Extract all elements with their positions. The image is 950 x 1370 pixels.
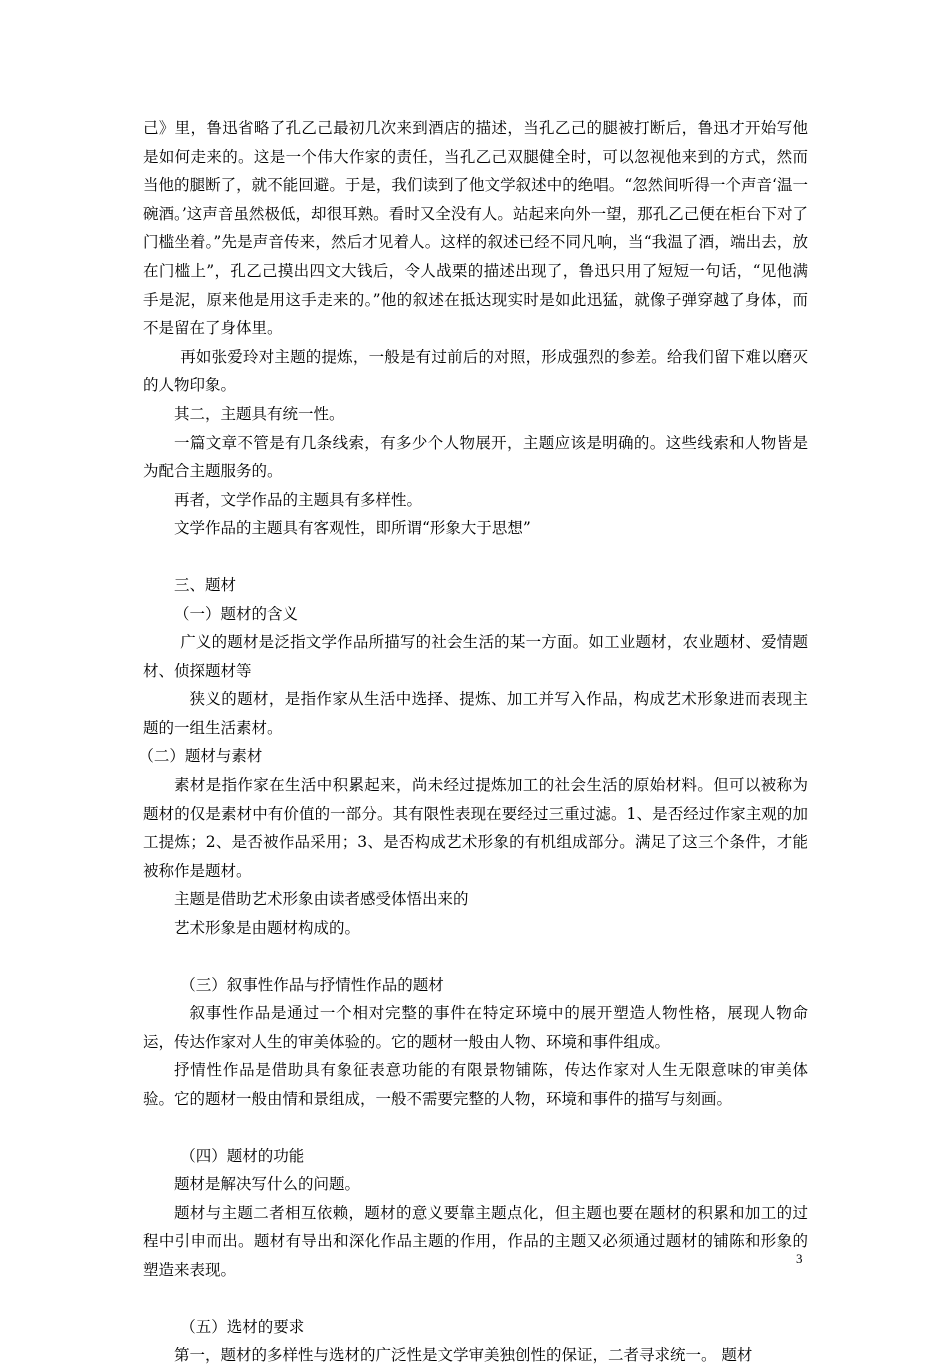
paragraph-what-to-write: 题材是解决写什么的问题。 [174, 1175, 361, 1194]
subheading-meaning: （一）题材的含义 [174, 604, 299, 623]
subheading-material: （二）题材与素材 [138, 747, 263, 766]
paragraph-narrow-sense: 狭义的题材，是指作家从生活中选择、提炼、加工并写入作品，构成艺术形象进而表现主题的一组生活素材。 [143, 690, 808, 737]
paragraph-diversity: 再者，文学作品的主题具有多样性。 [174, 490, 423, 509]
subheading-narrative-lyric: （三）叙事性作品与抒情性作品的题材 [180, 975, 444, 994]
subheading-selection: （五）选材的要求 [180, 1317, 305, 1336]
blank-line [143, 543, 808, 571]
subheading-function: （四）题材的功能 [180, 1146, 305, 1165]
paragraph-material-definition: 素材是指作家在生活中积累起来，尚未经过提炼加工的社会生活的原始材料。但可以被称为题材的仅是素材中有价值的一部分。其有限性表现在要经过三重过滤。1、是否经过作家主观的加工提炼；2、是否被作品采用；3、是否构成艺术形象的有机组成部分。满足了这三个条件，才能被称作是题材。 [143, 776, 808, 880]
paragraph-kongyiji: 己》里，鲁迅省略了孔乙己最初几次来到酒店的描述，当孔乙己的腿被打断后，鲁迅才开始写他是如何走来的。这是一个伟大作家的责任，当孔乙己双腿健全时，可以忽视他来到的方式，然而当他的腿断了，就不能回避。于是，我们读到了他文学叙述中的绝唱。“忽然间听得一个声音‘温一碗酒。’这声音虽然极低，却很耳熟。看时又全没有人。站起来向外一望，那孔乙己便在柜台下对了门槛坐着。”先是声音传来，然后才见着人。这样的叙述已经不同凡响，当“我温了酒，端出去，放在门槛上”，孔乙己摸出四文大钱后，令人战栗的描述出现了，鲁迅只用了短短一句话，“见他满手是泥，原来他是用这手走来的。”他的叙述在抵达现实时是如此迅猛，就像子弹穿越了身体，而不是留在了身体里。 [143, 119, 808, 338]
paragraph-broad-sense: 广义的题材是泛指文学作品所描写的社会生活的某一方面。如工业题材，农业题材、爱情题材、侦探题材等 [143, 633, 808, 680]
paragraph-interdependence: 题材与主题二者相互依赖，题材的意义要靠主题点化，但主题也要在题材的积累和加工的过程中引申而出。题材有导出和深化作品主题的作用，作品的主题又必须通过题材的铺陈和形象的塑造来表现。 [143, 1203, 808, 1279]
paragraph-lyric: 抒情性作品是借助具有象征表意功能的有限景物铺陈，传达作家对人生无限意味的审美体验。它的题材一般由情和景组成，一般不需要完整的人物，环境和事件的描写与刻画。 [143, 1061, 808, 1108]
paragraph-clear-theme: 一篇文章不管是有几条线索，有多少个人物展开，主题应该是明确的。这些线索和人物皆是为配合主题服务的。 [143, 433, 808, 481]
blank-line [143, 1114, 808, 1142]
blank-line [143, 943, 808, 971]
section-heading-subject-matter: 三、题材 [174, 575, 237, 594]
paragraph-art-image: 艺术形象是由题材构成的。 [174, 919, 361, 938]
paragraph-first-requirement: 第一，题材的多样性与选材的广泛性是文学审美独创性的保证，二者寻求统一。 题材 [174, 1346, 753, 1365]
paragraph-unity: 其二，主题具有统一性。 [174, 404, 345, 423]
paragraph-objectivity: 文学作品的主题具有客观性，即所谓“形象大于思想” [174, 519, 531, 538]
body-text [138, 114, 808, 1370]
paragraph-zhang-ailing: 再如张爱玲对主题的提炼，一般是有过前后的对照，形成强烈的参差。给我们留下难以磨灭的人物印象。 [143, 347, 808, 395]
blank-line [143, 1285, 808, 1313]
paragraph-narrative: 叙事性作品是通过一个相对完整的事件在特定环境中的展开塑造人物性格，展现人物命运，传达作家对人生的审美体验的。它的题材一般由人物、环境和事件组成。 [143, 1004, 808, 1051]
paragraph-theme-perception: 主题是借助艺术形象由读者感受体悟出来的 [174, 890, 469, 909]
page-number: 3 [796, 1251, 803, 1266]
